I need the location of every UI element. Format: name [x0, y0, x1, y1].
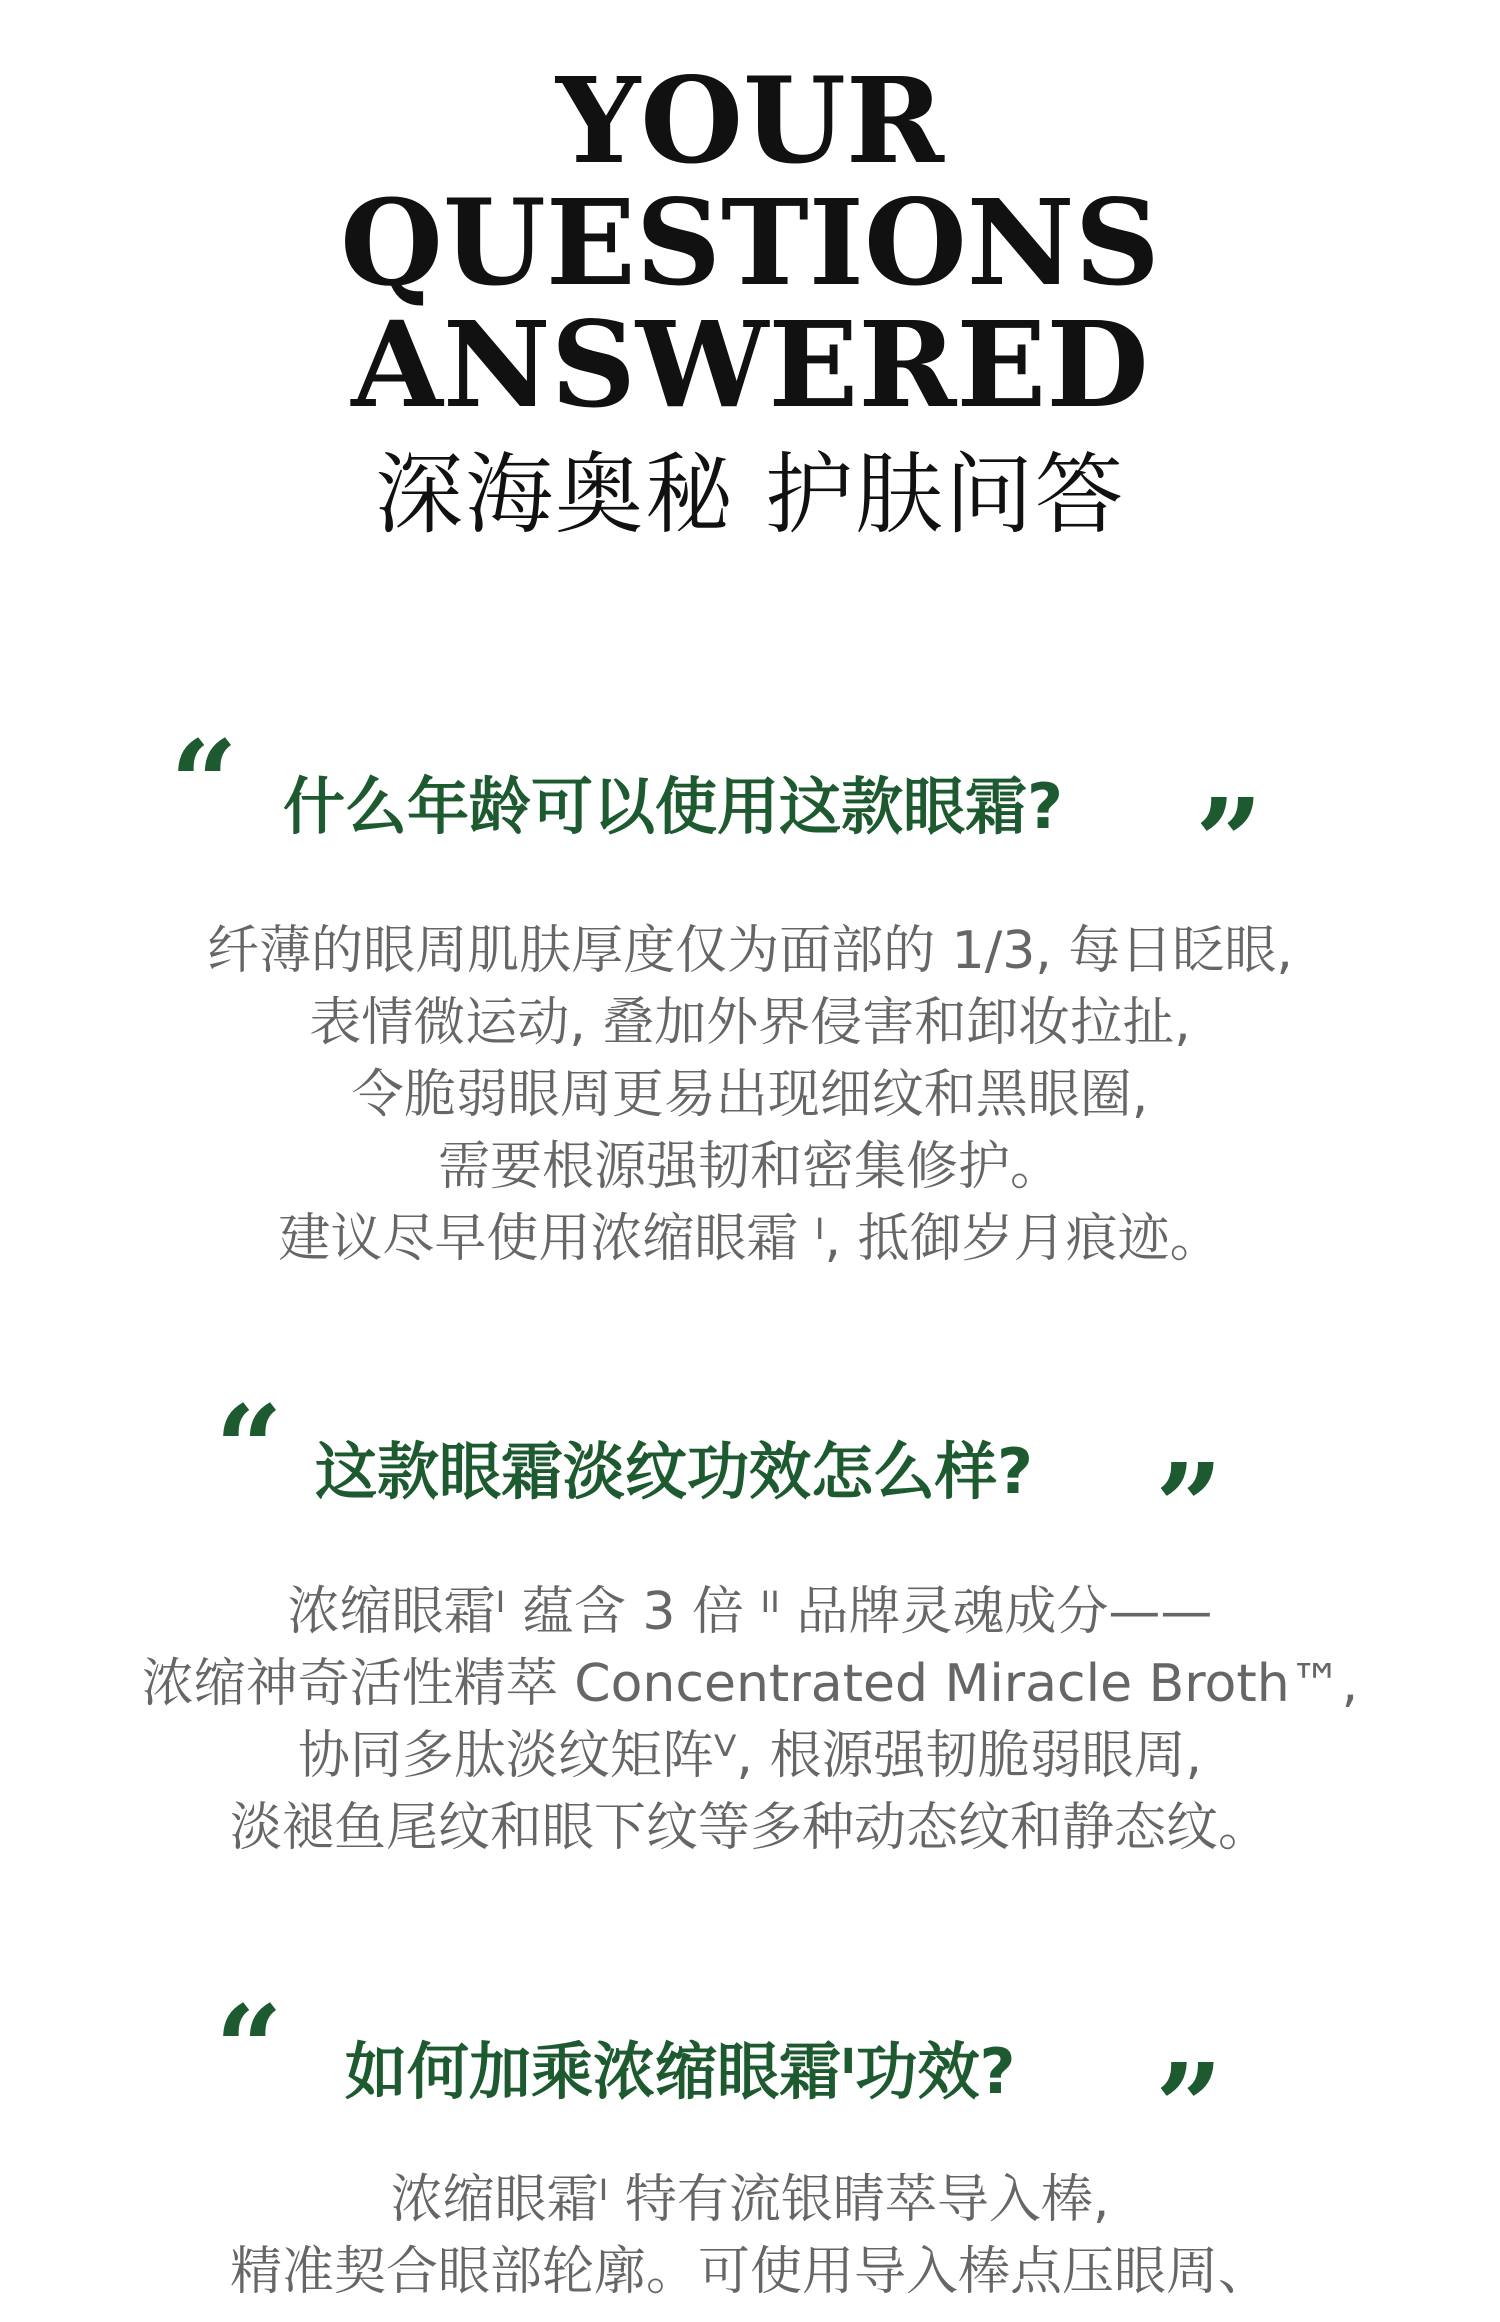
hero-title-line-3: ANSWERED	[351, 295, 1149, 434]
question-row	[0, 1379, 1500, 1576]
question-row	[0, 714, 1500, 911]
hero-subtitle: 深海奥秘 护肤问答	[375, 443, 1125, 546]
answer-line: 浓缩眼霜ᴵ 特有流银睛萃导入棒,	[390, 2170, 1110, 2230]
answer-line: 精准契合眼部轮廓。可使用导入棒点压眼周、	[229, 2242, 1270, 2302]
close-quote-icon: ”	[1155, 1437, 1223, 1576]
answer-line: 表情微运动, 叠加外界侵害和卸妆拉扯,	[309, 993, 1191, 1053]
close-quote-icon: ”	[1195, 772, 1263, 911]
answer-text	[0, 1576, 1500, 1864]
open-quote-icon: “	[215, 1379, 283, 1518]
qa-item-boost-effect	[0, 1979, 1500, 2308]
close-quote-icon: ”	[1155, 2037, 1223, 2176]
answer-line: 淡褪鱼尾纹和眼下纹等多种动态纹和静态纹。	[229, 1798, 1270, 1858]
answer-line: 浓缩眼霜ᴵ 蕴含 3 倍 ᴵᴵ 品牌灵魂成分——	[287, 1582, 1213, 1642]
answer-line: 需要根源强韧和密集修护。	[437, 1137, 1062, 1197]
answer-text	[0, 915, 1500, 1275]
answer-line: 建议尽早使用浓缩眼霜 ᴵ, 抵御岁月痕迹。	[278, 1209, 1222, 1269]
qa-item-wrinkle-effect	[0, 1379, 1500, 1864]
answer-text	[0, 2164, 1500, 2308]
open-quote-icon: “	[170, 714, 238, 853]
answer-line: 浓缩神奇活性精萃 Concentrated Miracle Broth™,	[141, 1654, 1359, 1714]
hero-title-line-1: YOUR	[556, 51, 944, 190]
open-quote-icon: “	[215, 1979, 283, 2118]
question-heading: 这款眼霜淡纹功效怎么样?	[315, 1435, 1033, 1508]
qa-item-age	[0, 714, 1500, 1275]
question-heading: 如何加乘浓缩眼霜ᴵ功效?	[345, 2035, 1016, 2108]
answer-line: 令脆弱眼周更易出现细纹和黑眼圈,	[351, 1065, 1149, 1125]
question-heading: 什么年龄可以使用这款眼霜?	[283, 770, 1063, 843]
hero-title	[0, 51, 1500, 434]
question-row	[0, 1979, 1500, 2176]
answer-line: 纤薄的眼周肌肤厚度仅为面部的 1/3, 每日眨眼,	[207, 921, 1293, 981]
answer-line: 协同多肽淡纹矩阵ⱽ, 根源强韧脆弱眼周,	[298, 1726, 1202, 1786]
hero-section	[0, 51, 1500, 550]
hero-title-line-2: QUESTIONS	[340, 173, 1160, 312]
